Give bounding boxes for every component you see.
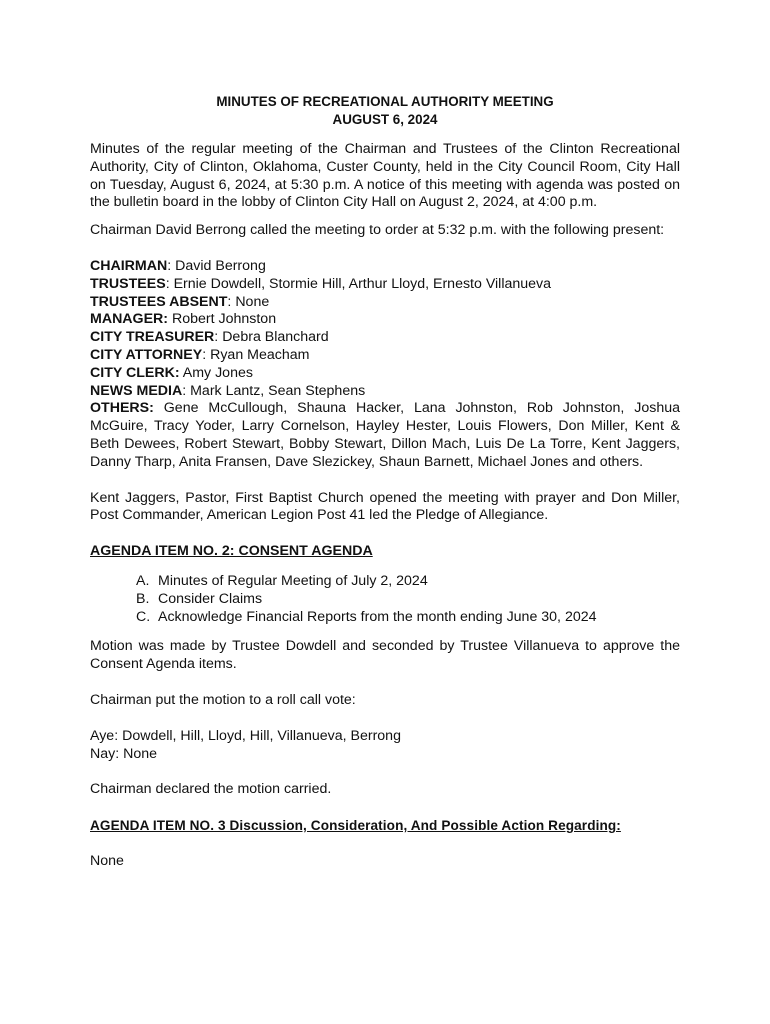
roster-line-city-clerk [90,365,680,383]
list-item [90,609,680,627]
agenda-item-3-body: None [90,852,124,869]
roster-names: Ryan Meacham [210,346,310,363]
roster-line-city-treasurer [90,329,680,347]
list-item-text: Acknowledge Financial Reports from the month ending June 30, 2024 [158,608,597,625]
list-item [90,591,680,609]
roster-line-city-attorney [90,347,680,365]
document-header [90,93,680,129]
roster-line-others [90,400,680,471]
list-item [90,573,680,591]
roster-sep: : [167,257,176,274]
rollcall-paragraph: Chairman put the motion to a roll call vote: [90,691,356,708]
roster-sep [154,400,164,416]
roster-names: Robert Johnston [171,311,277,328]
roster-sep: : [202,346,211,363]
roster-line-news-media [90,383,680,401]
consent-agenda-list [90,573,680,626]
roster-sep: : [165,275,174,292]
list-marker: A. [136,572,150,589]
intro-paragraph: Minutes of the regular meeting of the Chairman and Trustees of the Clinton Recreational Authority, City of Clinton, Oklahoma, Custer County, held in the City Council Room, City Hall on Tuesday, August 6, 2024, at 5:30 p.m. A notice of this meeting with agenda was posted on the bulletin board in the lobby of Clinton City Hall on August 2, 2024, at 4:00 p.m. [90,141,680,211]
document-page [90,93,680,871]
list-marker: C. [136,608,151,625]
motion-paragraph: Motion was made by Trustee Dowdell and seconded by Trustee Villanueva to approve the Consent Agenda items. [90,638,680,673]
aye-votes: Aye: Dowdell, Hill, Lloyd, Hill, Villanueva, Berrong [90,727,401,744]
roster-names: Mark Lantz, Sean Stephens [190,382,366,399]
roster-role: OTHERS: [90,400,154,417]
document-title: MINUTES OF RECREATIONAL AUTHORITY MEETING [216,94,554,109]
list-marker: B. [136,590,150,607]
roster-role: TRUSTEES ABSENT [90,293,228,310]
roster-names: David Berrong [175,257,266,274]
roster-line-trustees [90,276,680,294]
roster-line-chairman [90,258,680,276]
agenda-item-2-heading: AGENDA ITEM NO. 2: CONSENT AGENDA [90,543,373,560]
roster-role: CITY CLERK: [90,364,180,381]
nay-votes: Nay: None [90,745,158,762]
roster-sep: : [182,382,191,399]
roster-sep: : [214,329,223,346]
meeting-date: AUGUST 6, 2024 [332,112,438,127]
vote-results [90,728,680,764]
roster-names: None [235,293,270,310]
roster-names: Gene McCullough, Shauna Hacker, Lana Johnston, Rob Johnston, Joshua McGuire, Tracy Yoder, Larry Cornelson, Hayley Hester, Louis Flowers, Don Miller, Kent & Beth Dewees, Robert Stewart, Bobby Stewart, Dillon Mach, Luis De La Torre, Kent Jaggers, Danny Tharp, Anita Fransen, Dave Slezickey, Shaun Barnett, Michael Jones and others. [90,400,680,470]
motion-declared-paragraph: Chairman declared the motion carried. [90,781,332,798]
list-item-text: Minutes of Regular Meeting of July 2, 2024 [158,572,428,589]
roster-line-trustees-absent [90,294,680,312]
roster-role: CITY TREASURER [90,329,215,346]
list-item-text: Consider Claims [158,590,263,607]
roster-line-manager [90,311,680,329]
roster-role: CHAIRMAN [90,257,168,274]
roster-role: MANAGER: [90,311,169,328]
roster-role: NEWS MEDIA [90,382,183,399]
roster-sep: : [227,293,236,310]
roster-names: Ernie Dowdell, Stormie Hill, Arthur Lloyd, Ernesto Villanueva [173,275,552,292]
call-to-order-paragraph: Chairman David Berrong called the meeting to order at 5:32 p.m. with the following present: [90,222,665,239]
roster-role: TRUSTEES [90,275,166,292]
attendance-roster [90,258,680,472]
prayer-paragraph: Kent Jaggers, Pastor, First Baptist Church opened the meeting with prayer and Don Miller, Post Commander, American Legion Post 41 led the Pledge of Allegiance. [90,489,680,524]
roster-role: CITY ATTORNEY [90,346,203,363]
roster-names: Amy Jones [182,364,253,381]
agenda-item-3-heading: AGENDA ITEM NO. 3 Discussion, Consideration, And Possible Action Regarding: [90,818,621,834]
roster-names: Debra Blanchard [222,329,329,346]
